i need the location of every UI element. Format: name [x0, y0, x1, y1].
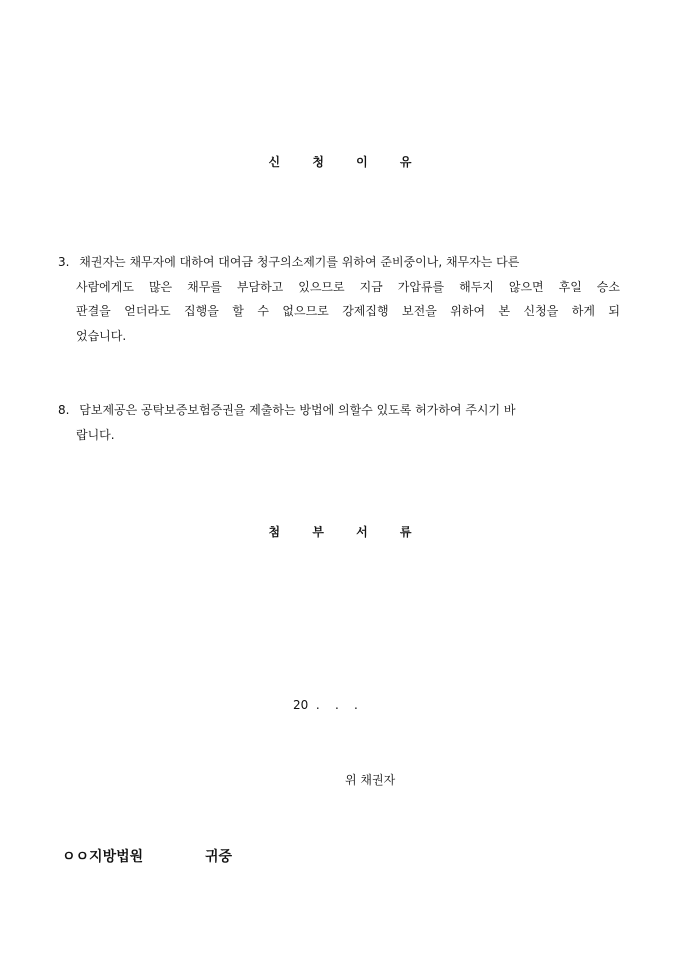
paragraph-line: 랍니다.: [76, 427, 115, 442]
section-title-attachments: 첨 부 서 류: [268, 525, 426, 539]
court-regards: 귀중: [205, 849, 233, 865]
paragraph-text: 채권자는 채무자에 대하여 대여금 청구의소제기를 위하여 준비중이나, 채무자는 다른: [79, 255, 520, 269]
paragraph-line: 었습니다.: [76, 328, 127, 343]
section-title-reason: 신 청 이 유: [268, 155, 426, 169]
court-name: ㅇㅇ지방법원: [62, 849, 144, 865]
paragraph-line: 사람에게도 많은 채무를 부담하고 있으므로 지금 가압류를 해두지 않으면 후일 승소: [76, 279, 620, 294]
filing-date: 20 . . .: [293, 698, 358, 712]
paragraph-number: 3.: [58, 255, 70, 269]
paragraph-line: [58, 250, 620, 275]
paragraph-line: [58, 398, 620, 423]
paragraph-reason-3: [58, 250, 620, 348]
paragraph-number: 8.: [58, 403, 70, 417]
paragraph-text: 담보제공은 공탁보증보험증권을 제출하는 방법에 의할수 있도록 허가하여 주시기 바: [79, 403, 516, 417]
paragraph-line: 판결을 얻더라도 집행을 할 수 없으므로 강제집행 보전을 위하여 본 신청을 하게 되: [76, 304, 620, 318]
paragraph-security-8: [58, 398, 620, 447]
creditor-signature-label: 위 채권자: [345, 773, 396, 787]
